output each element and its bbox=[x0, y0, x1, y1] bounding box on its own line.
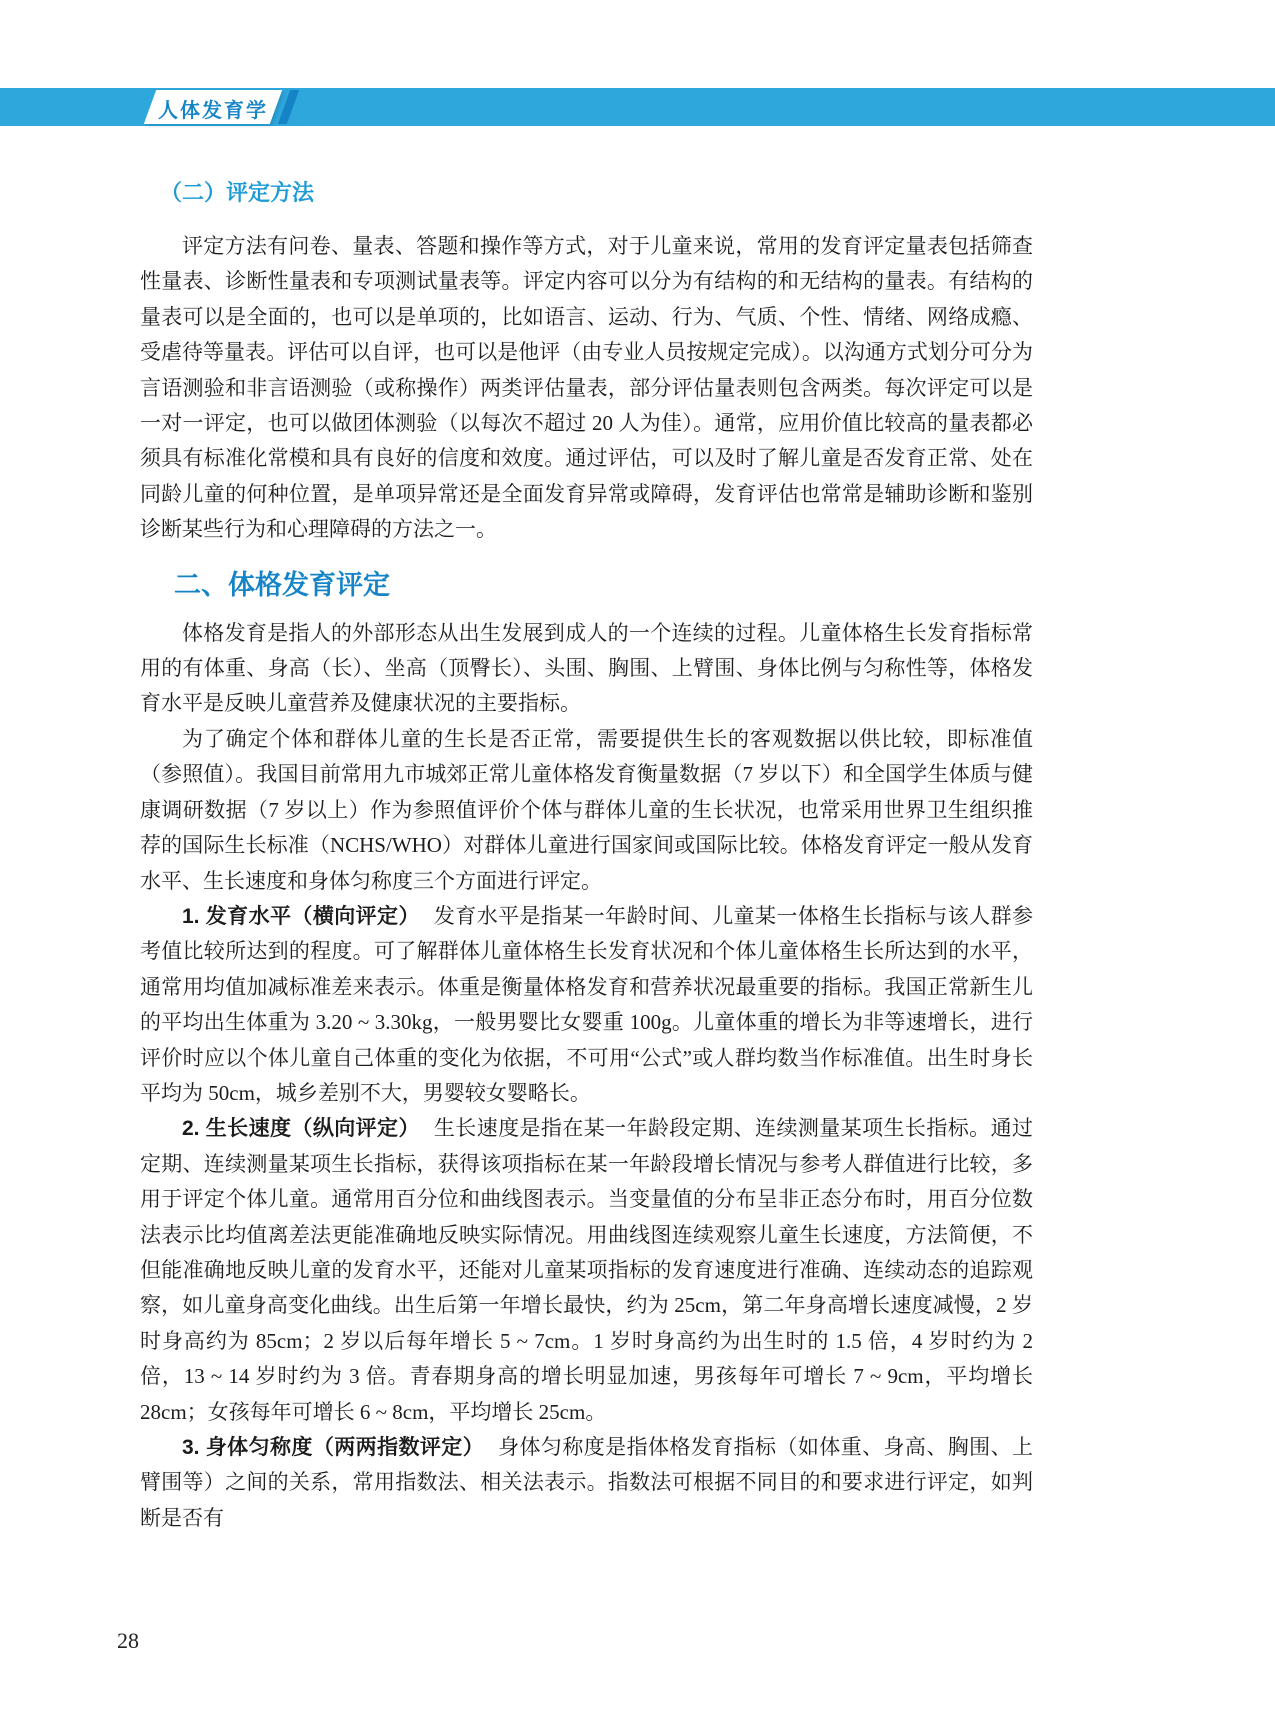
term-body-development-level: 发育水平是指某一年龄时间、儿童某一体格生长指标与该人群参考值比较所达到的程度。可了解群体儿童体格生长发育状况和个体儿童体格生长所达到的水平，通常用均值加减标准差来表示。体重是衡量体格发育和营养状况最重要的指标。我国正常新生儿的平均出生体重为 3.20 ~ 3.30kg，一般男婴比女婴重 100g。儿童体重的增长为非等速增长，进行评价时应以个体儿童自己体重的变化为依据，不可用“公式”或人群均数当作标准值。出生时身长平均为 50cm，城乡差别不大，男婴较女婴略长。 bbox=[140, 903, 1033, 1105]
paragraph-reference-values: 为了确定个体和群体儿童的生长是否正常，需要提供生长的客观数据以供比较，即标准值（参照值）。我国目前常用九市城郊正常儿童体格发育衡量数据（7 岁以下）和全国学生体质与健康调研数据（7 岁以上）作为参照值评价个体与群体儿童的生长状况，也常采用世界卫生组织推荐的国际生长标准（NCHS/WHO）对群体儿童进行国家间或国际比较。体格发育评定一般从发育水平、生长速度和身体匀称度三个方面进行评定。 bbox=[140, 726, 1033, 893]
paragraph-development-level bbox=[140, 899, 1033, 1111]
page-number: 28 bbox=[117, 1628, 139, 1653]
book-title: 人体发育学 bbox=[158, 100, 268, 122]
term-lead-development-level: 1. 发育水平（横向评定） bbox=[182, 904, 420, 928]
paragraph-body-proportionality bbox=[140, 1430, 1033, 1536]
paragraph-growth-velocity bbox=[140, 1111, 1033, 1430]
paragraph-assessment-methods: 评定方法有问卷、量表、答题和操作等方式，对于儿童来说，常用的发育评定量表包括筛查性量表、诊断性量表和专项测试量表等。评定内容可以分为有结构的和无结构的量表。有结构的量表可以是全面的，也可以是单项的，比如语言、运动、行为、气质、个性、情绪、网络成瘾、受虐待等量表。评估可以自评，也可以是他评（由专业人员按规定完成）。以沟通方式划分可分为言语测验和非言语测验（或称操作）两类评估量表，部分评估量表则包含两类。每次评定可以是一对一评定，也可以做团体测验（以每次不超过 20 人为佳）。通常，应用价值比较高的量表都必须具有标准化常模和具有良好的信度和效度。通过评估，可以及时了解儿童是否发育正常、处在同龄儿童的何种位置，是单项异常还是全面发育异常或障碍，发育评估也常常是辅助诊断和鉴别诊断某些行为和心理障碍的方法之一。 bbox=[140, 234, 1033, 542]
term-lead-body-proportionality: 3. 身体匀称度（两两指数评定） bbox=[182, 1436, 485, 1459]
term-body-body-proportionality: 身体匀称度是指体格发育指标（如体重、身高、胸围、上臂围等）之间的关系，常用指数法、相关法表示。指数法可根据不同目的和要求进行评定，如判断是否有 bbox=[140, 1435, 1033, 1530]
header-band bbox=[0, 88, 1275, 126]
paragraph-physical-development-intro: 体格发育是指人的外部形态从出生发展到成人的一个连续的过程。儿童体格生长发育指标常用的有体重、身高（长）、坐高（顶臀长）、头围、胸围、上臂围、身体比例与匀称性等，体格发育水平是反映儿童营养及健康状况的主要指标。 bbox=[140, 620, 1033, 716]
term-lead-growth-velocity: 2. 生长速度（纵向评定） bbox=[182, 1117, 420, 1141]
term-body-growth-velocity: 生长速度是指在某一年龄段定期、连续测量某项生长指标。通过定期、连续测量某项生长指标，获得该项指标在某一年龄段增长情况与参考人群值进行比较，多用于评定个体儿童。通常用百分位和曲线图表示。当变量值的分布呈非正态分布时，用百分位数法表示比均值离差法更能准确地反映实际情况。用曲线图连续观察儿童生长速度，方法简便，不但能准确地反映儿童的发育水平，还能对儿童某项指标的发育速度进行准确、连续动态的追踪观察，如儿童身高变化曲线。出生后第一年增长最快，约为 25cm，第二年身高增长速度减慢，2 岁时身高约为 85cm；2 岁以后每年增长 5 ~ 7cm。1 岁时身高约为出生时的 1.5 倍，4 岁时约为 2 倍，13 ~ 14 岁时约为 3 倍。青春期身高的增长明显加速，男孩每年可增长 7 ~ 9cm，平均增长 28cm；女孩每年可增长 6 ~ 8cm，平均增长 25cm。 bbox=[140, 1116, 1033, 1424]
page-content bbox=[140, 176, 1033, 1536]
section-heading-tige-fayu-pingding: 二、体格发育评定 bbox=[174, 569, 390, 600]
subsection-heading-pingding-fangfa: （二）评定方法 bbox=[160, 180, 315, 205]
